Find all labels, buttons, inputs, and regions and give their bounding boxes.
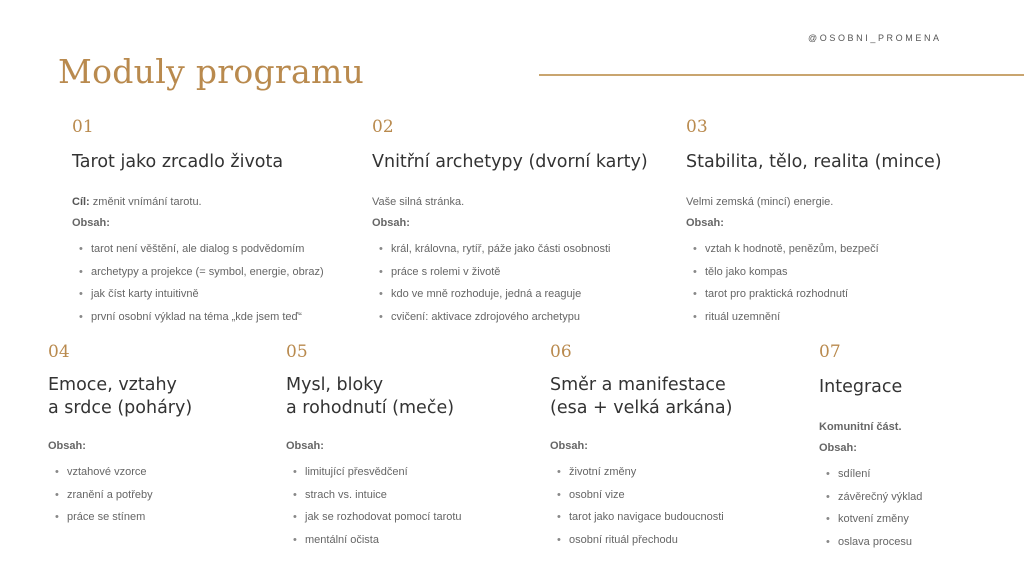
list-item: • kdo ve mně rozhoduje, jedná a reaguje (391, 283, 672, 306)
list-item: • limitující přesvědčení (305, 461, 541, 484)
list-item: • cvičení: aktivace zdrojového archetypu (391, 306, 672, 329)
module-title (48, 374, 273, 420)
module-items (372, 238, 672, 328)
goal-text: změnit vnímání tarotu. (89, 196, 202, 208)
goal-label: Cíl: (72, 196, 90, 208)
content-label: Obsah: (372, 217, 410, 229)
list-item: • tělo jako kompas (705, 261, 1006, 284)
module-number: 07 (819, 342, 841, 362)
module-intro: Vaše silná stránka. (372, 196, 465, 208)
module-title-line: Směr a manifestace (550, 375, 726, 395)
module-07 (819, 342, 1009, 553)
module-title (550, 374, 810, 420)
list-item: • osobní vize (569, 484, 810, 507)
module-title-line: a rohodnutí (meče) (286, 398, 455, 418)
module-number: 04 (48, 342, 70, 362)
module-06 (550, 342, 810, 551)
list-item: • tarot jako navigace budoucnosti (569, 506, 810, 529)
list-item: • vztah k hodnotě, penězům, bezpečí (705, 238, 1006, 261)
module-items (550, 461, 810, 551)
list-item: • strach vs. intuice (305, 484, 541, 507)
module-title-line: Emoce, vztahy (48, 375, 177, 395)
module-01 (72, 117, 362, 328)
module-title (286, 374, 541, 420)
content-label: Obsah: (686, 217, 724, 229)
content-label: Obsah: (286, 440, 324, 452)
list-item: • práce s rolemi v životě (391, 261, 672, 284)
module-title: Integrace (819, 377, 903, 397)
list-item: • práce se stínem (67, 506, 273, 529)
module-05 (286, 342, 541, 551)
module-number: 06 (550, 342, 572, 362)
content-label: Obsah: (72, 217, 110, 229)
module-intro: Komunitní část. (819, 421, 902, 433)
list-item: • osobní rituál přechodu (569, 529, 810, 552)
module-number: 01 (72, 117, 94, 137)
module-title-line: Mysl, bloky (286, 375, 384, 395)
module-title: Vnitřní archetypy (dvorní karty) (372, 152, 648, 172)
list-item: • tarot není věštění, ale dialog s podvědomím (91, 238, 362, 261)
list-item: • archetypy a projekce (= symbol, energie, obraz) (91, 261, 362, 284)
list-item: • první osobní výklad na téma „kde jsem teď“ (91, 306, 362, 329)
list-item: • zranění a potřeby (67, 484, 273, 507)
module-number: 03 (686, 117, 708, 137)
list-item: • jak se rozhodovat pomocí tarotu (305, 506, 541, 529)
module-items (686, 238, 1006, 328)
module-title: Tarot jako zrcadlo života (72, 152, 284, 172)
module-number: 02 (372, 117, 394, 137)
list-item: • jak číst karty intuitivně (91, 283, 362, 306)
list-item: • král, královna, rytíř, páže jako části osobnosti (391, 238, 672, 261)
list-item: • vztahové vzorce (67, 461, 273, 484)
list-item: • mentální očista (305, 529, 541, 552)
list-item: • závěrečný výklad (838, 486, 1009, 509)
content-label: Obsah: (550, 440, 588, 452)
list-item: • rituál uzemnění (705, 306, 1006, 329)
module-items (286, 461, 541, 551)
module-items (48, 461, 273, 529)
list-item: • sdílení (838, 463, 1009, 486)
list-item: • tarot pro praktická rozhodnutí (705, 283, 1006, 306)
module-items (819, 463, 1009, 553)
content-label: Obsah: (819, 442, 857, 454)
module-intro: Velmi zemská (mincí) energie. (686, 196, 834, 208)
header-divider (539, 74, 1024, 76)
module-title: Stabilita, tělo, realita (mince) (686, 152, 942, 172)
module-04 (48, 342, 273, 529)
module-number: 05 (286, 342, 308, 362)
instagram-handle: @OSOBNI_PROMENA (808, 33, 942, 43)
module-title-line: (esa + velká arkána) (550, 398, 733, 418)
list-item: • kotvení změny (838, 508, 1009, 531)
list-item: • oslava procesu (838, 531, 1009, 554)
page-title: Moduly programu (58, 52, 365, 91)
module-goal (72, 196, 362, 208)
module-title-line: a srdce (poháry) (48, 398, 193, 418)
module-03 (686, 117, 1006, 328)
module-02 (372, 117, 672, 328)
content-label: Obsah: (48, 440, 86, 452)
list-item: • životní změny (569, 461, 810, 484)
module-items (72, 238, 362, 328)
